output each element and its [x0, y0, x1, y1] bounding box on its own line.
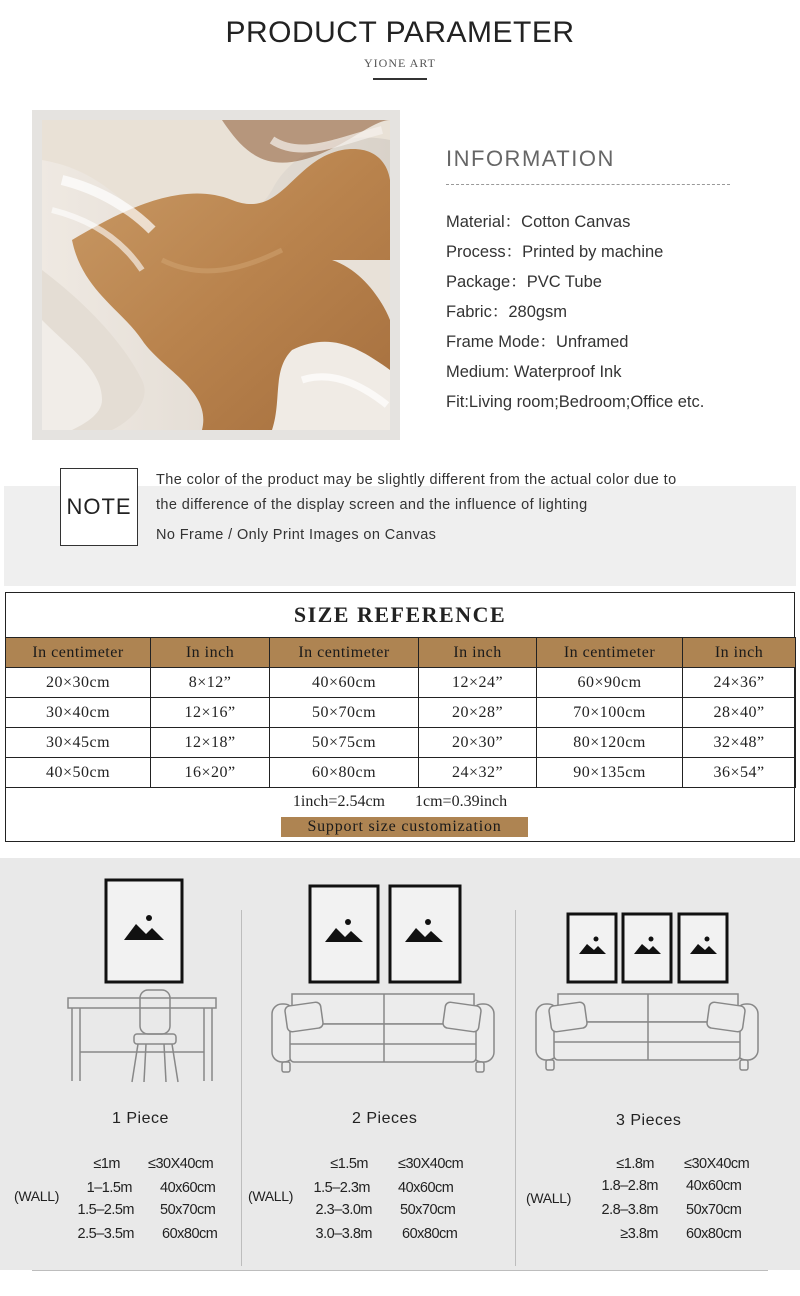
footer-divider: [32, 1270, 768, 1271]
table-row: [6, 728, 796, 758]
table-cell: 70×100cm: [537, 698, 683, 728]
note-line-2: the difference of the display screen and the influence of lighting: [156, 497, 588, 513]
table-cell: 20×30”: [419, 728, 537, 758]
information-list: [446, 207, 766, 417]
distance-row: 1.5–2.3m 40x60cm: [313, 1180, 454, 1196]
distance-row: 1.5–2.5m 50x70cm: [77, 1202, 216, 1218]
scene-divider: [515, 910, 516, 1266]
header-inch: In inch: [419, 638, 537, 668]
table-cell: 20×28”: [419, 698, 537, 728]
unit-conversion: [6, 793, 794, 811]
table-cell: 50×75cm: [270, 728, 419, 758]
note-line-1: The color of the product may be slightly different from the actual color due to: [156, 472, 677, 488]
table-cell: 20×30cm: [6, 668, 151, 698]
table-cell: 28×40”: [683, 698, 796, 728]
table-row: [6, 698, 796, 728]
table-cell: 80×120cm: [537, 728, 683, 758]
page-title: PRODUCT PARAMETER: [225, 16, 575, 49]
cm-to-inch: 1cm=0.39inch: [415, 793, 508, 810]
scene-2-label: 2 Pieces: [352, 1110, 418, 1127]
distance-row: 2.5–3.5m 60x80cm: [77, 1226, 218, 1242]
customization-banner: Support size customization: [281, 817, 528, 837]
distance-row: 1.8–2.8m 40x60cm: [601, 1178, 742, 1194]
info-frame-mode: Frame Mode：Unframed: [446, 333, 629, 351]
product-painting-image: [42, 120, 390, 430]
header-cm: In centimeter: [537, 638, 683, 668]
size-reference-panel: [5, 592, 795, 842]
info-medium: Medium: Waterproof Ink: [446, 363, 622, 381]
wall-label: (WALL): [14, 1188, 60, 1204]
size-table: [5, 637, 796, 788]
scene-3-label: 3 Pieces: [616, 1112, 682, 1129]
table-cell: 50×70cm: [270, 698, 419, 728]
info-material: Material：Cotton Canvas: [446, 213, 631, 231]
table-cell: 8×12”: [151, 668, 270, 698]
brand-subtitle: YIONE ART: [364, 56, 436, 70]
table-cell: 12×16”: [151, 698, 270, 728]
desk-scene-illustration: [60, 876, 225, 1088]
header-inch: In inch: [151, 638, 270, 668]
table-cell: 36×54”: [683, 758, 796, 788]
header-cm: In centimeter: [270, 638, 419, 668]
size-table-header-row: [6, 638, 796, 668]
wall-display-guide: [0, 858, 800, 1270]
note-line-3: No Frame / Only Print Images on Canvas: [156, 527, 437, 543]
table-cell: 12×24”: [419, 668, 537, 698]
table-cell: 40×50cm: [6, 758, 151, 788]
info-process: Process：Printed by machine: [446, 243, 664, 261]
inch-to-cm: 1inch=2.54cm: [292, 793, 385, 810]
table-cell: 60×90cm: [537, 668, 683, 698]
distance-row: ≥3.8m 60x80cm: [620, 1226, 742, 1242]
wall-label: (WALL): [526, 1190, 572, 1206]
table-cell: 24×36”: [683, 668, 796, 698]
distance-row: ≤1.5m ≤30X40cm: [330, 1156, 464, 1172]
info-fabric: Fabric：280gsm: [446, 303, 568, 321]
table-cell: 40×60cm: [270, 668, 419, 698]
table-cell: 16×20”: [151, 758, 270, 788]
table-cell: 12×18”: [151, 728, 270, 758]
distance-row: 2.8–3.8m 50x70cm: [601, 1202, 742, 1218]
page-header: [0, 0, 800, 90]
wall-label: (WALL): [248, 1188, 294, 1204]
table-row: [6, 668, 796, 698]
scene-divider: [241, 910, 242, 1266]
information-divider: [446, 184, 730, 185]
table-row: [6, 758, 796, 788]
distance-row: ≤1m ≤30X40cm: [93, 1156, 214, 1172]
information-title: INFORMATION: [446, 146, 615, 171]
note-text: [156, 470, 786, 550]
header-cm: In centimeter: [6, 638, 151, 668]
distance-row: 1–1.5m 40x60cm: [86, 1180, 216, 1196]
note-label: NOTE: [60, 468, 138, 546]
header-inch: In inch: [683, 638, 796, 668]
product-image-frame: [32, 110, 400, 440]
table-cell: 32×48”: [683, 728, 796, 758]
table-cell: 60×80cm: [270, 758, 419, 788]
header-divider: [373, 78, 427, 80]
scene-1-label: 1 Piece: [112, 1110, 169, 1127]
info-package: Package：PVC Tube: [446, 273, 602, 291]
distance-row: ≤1.8m ≤30X40cm: [616, 1156, 750, 1172]
table-cell: 24×32”: [419, 758, 537, 788]
distance-row: 3.0–3.8m 60x80cm: [315, 1226, 458, 1242]
info-fit: Fit:Living room;Bedroom;Office etc.: [446, 393, 705, 411]
table-cell: 90×135cm: [537, 758, 683, 788]
size-reference-title: SIZE REFERENCE: [293, 602, 507, 627]
two-piece-scene-illustration: [268, 884, 498, 1084]
information-panel: [446, 146, 766, 417]
table-cell: 30×40cm: [6, 698, 151, 728]
three-piece-scene-illustration: [532, 908, 762, 1086]
table-cell: 30×45cm: [6, 728, 151, 758]
distance-row: 2.3–3.0m 50x70cm: [315, 1202, 456, 1218]
